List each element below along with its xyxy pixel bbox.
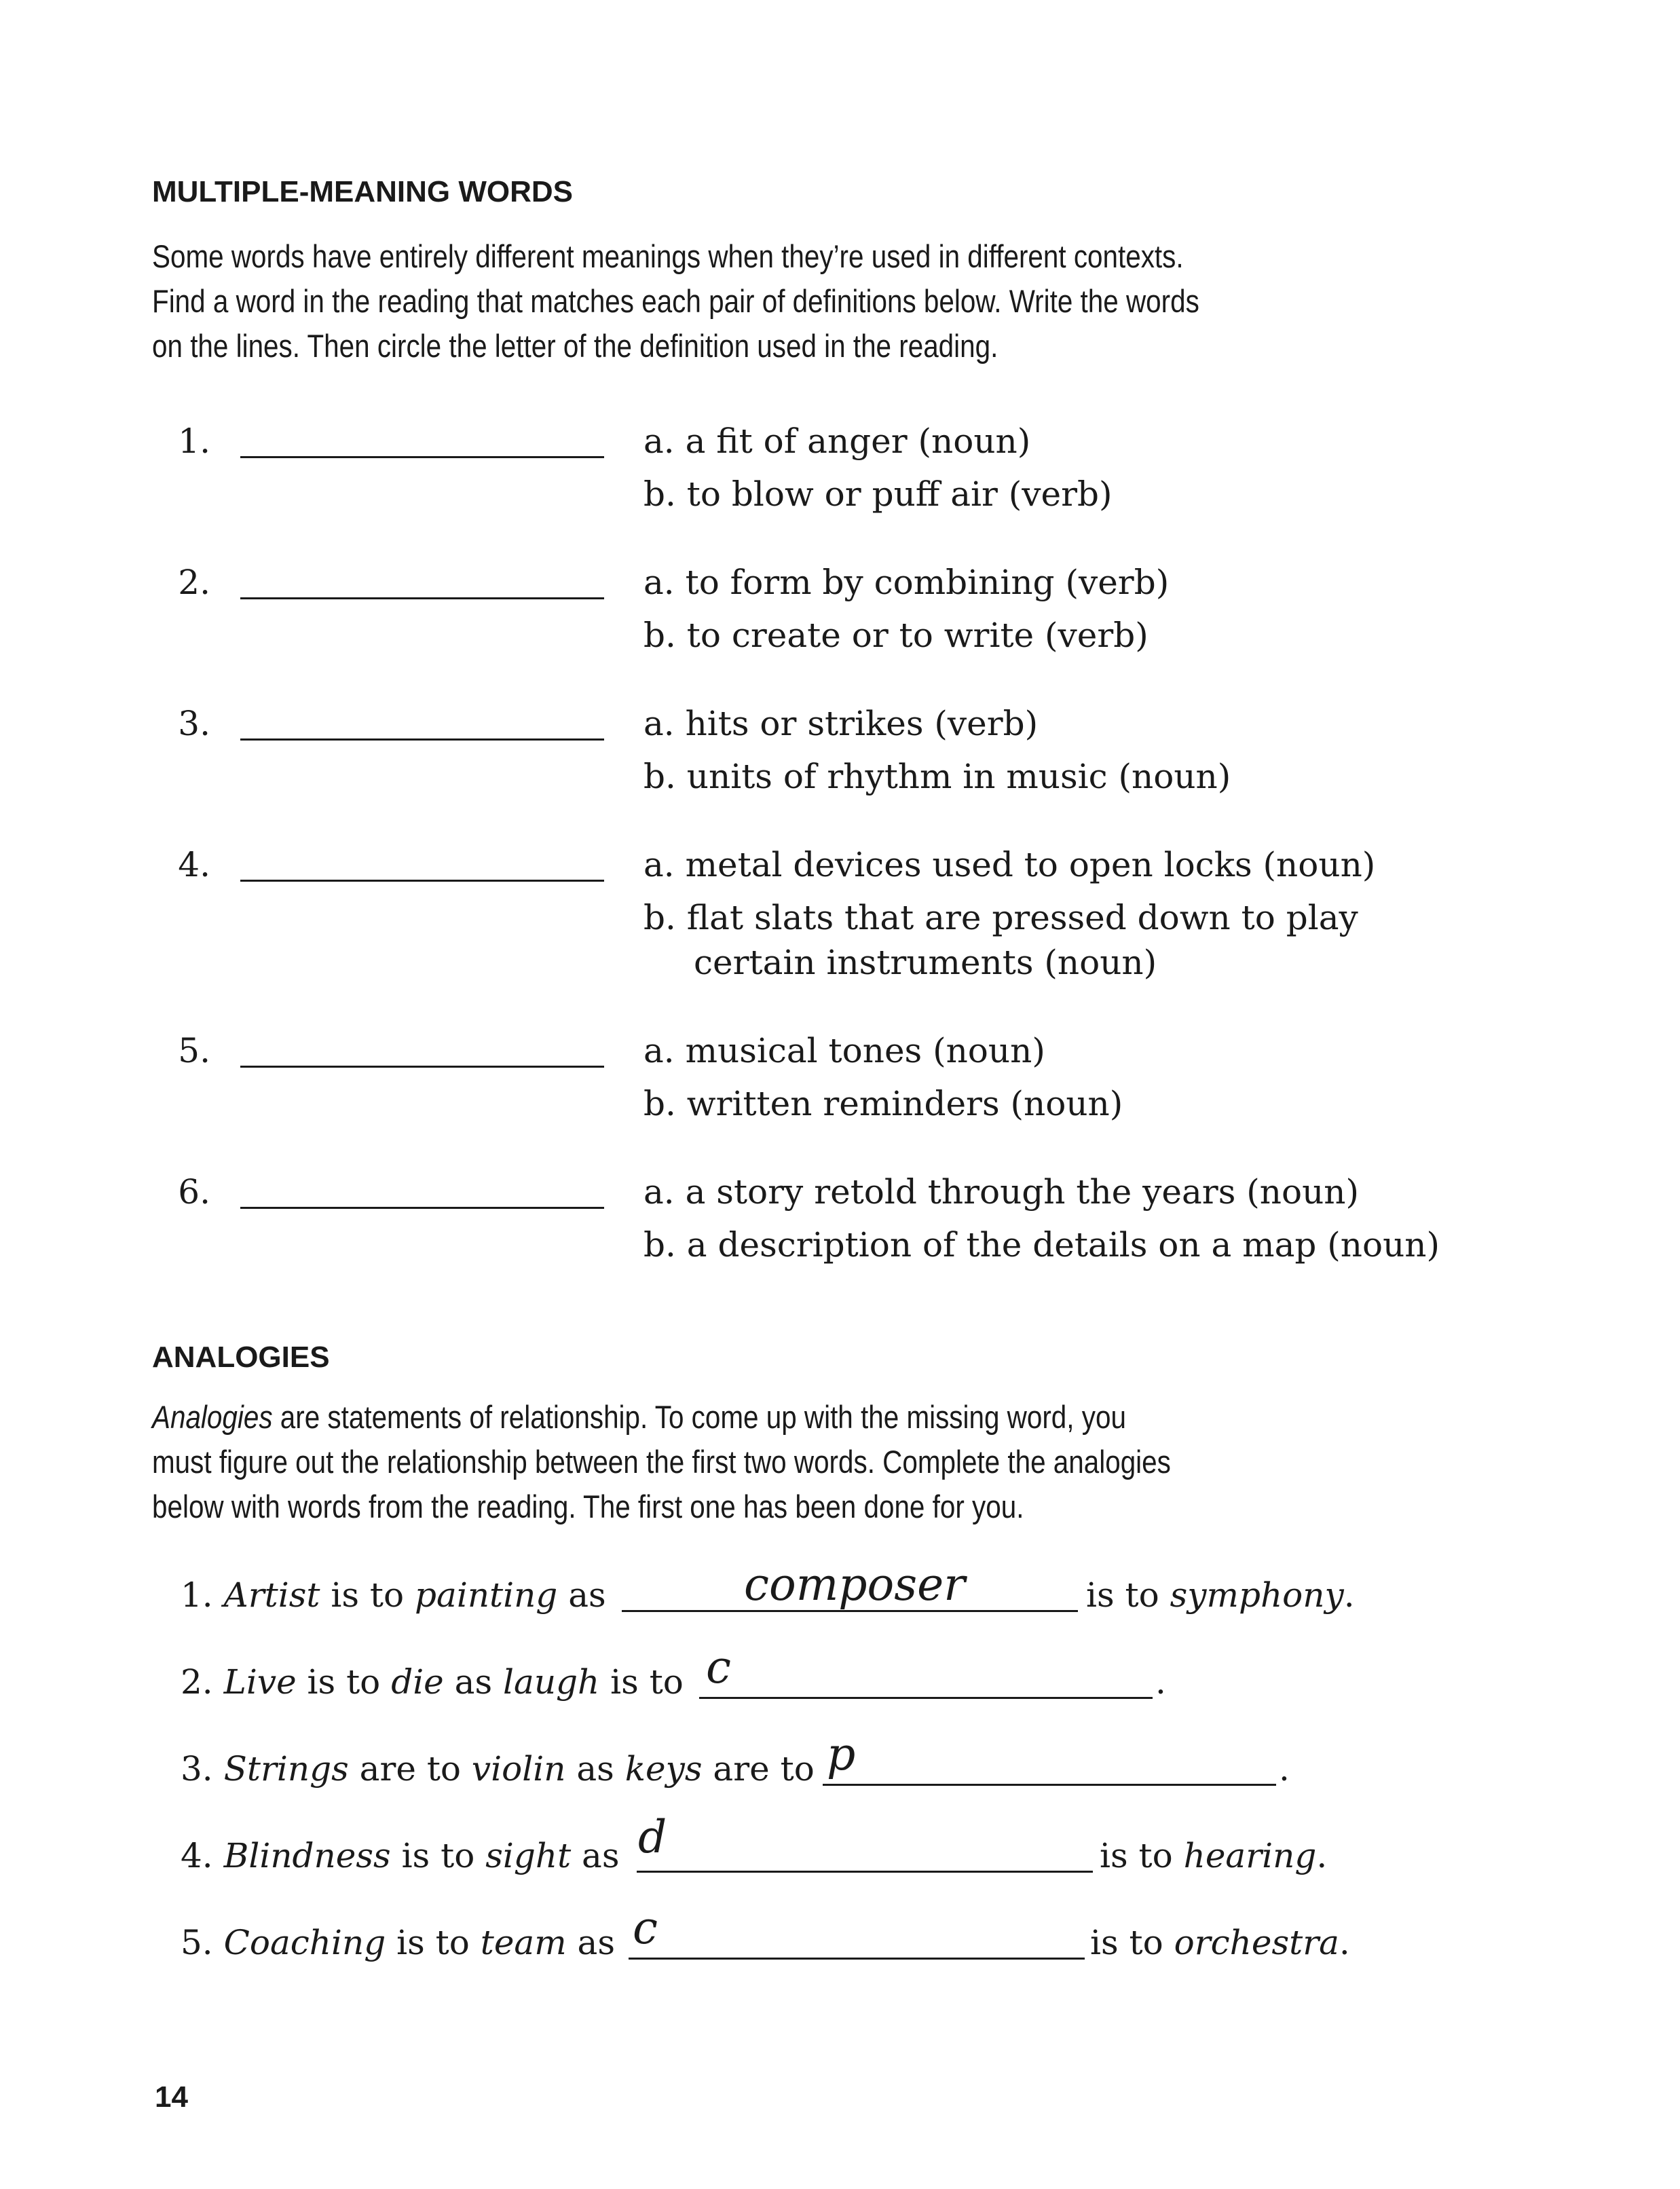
intro-line-2: must figure out the relationship between the first two words. Complete the analogies (152, 1444, 1171, 1480)
handwritten-answer: c (633, 1902, 658, 1954)
item-number: 3. (178, 704, 210, 743)
definition-b: b. a description of the details on a map (noun) (643, 1225, 1440, 1265)
page-number: 14 (155, 2080, 188, 2114)
intro-line-1 (152, 1395, 1126, 1440)
intro-line-2: Find a word in the reading that matches each pair of definitions below. Write the words (152, 283, 1199, 319)
item-number: 2. (178, 563, 210, 602)
item-number: 6. (178, 1172, 210, 1212)
definition-b: b. flat slats that are pressed down to play (643, 898, 1358, 937)
analogy-2-part-1: 2. Live is to die as laugh is to (181, 1662, 684, 1702)
analogy-answer-line[interactable] (637, 1871, 1093, 1873)
item-number: 4. (178, 845, 210, 884)
answer-line[interactable] (240, 1066, 604, 1068)
handwritten-answer: composer (744, 1558, 965, 1611)
answer-line[interactable] (240, 456, 604, 458)
section-heading-multiple-meaning: MULTIPLE-MEANING WORDS (152, 175, 574, 208)
section-heading-analogies: ANALOGIES (152, 1341, 330, 1374)
definition-b-continued: certain instruments (noun) (694, 943, 1157, 982)
definition-a: a. hits or strikes (verb) (643, 704, 1039, 743)
answer-line[interactable] (240, 738, 604, 741)
analogy-answer-line[interactable] (823, 1784, 1276, 1786)
definition-a: a. to form by combining (verb) (643, 563, 1170, 602)
intro-line-1: Some words have entirely different meanings when they’re used in different contexts. (152, 238, 1184, 274)
analogy-5-part-2: is to orchestra. (1090, 1923, 1350, 1962)
intro-rest: are statements of relationship. To come up with the missing word, you (272, 1399, 1126, 1435)
answer-line[interactable] (240, 597, 604, 599)
definition-b: b. written reminders (noun) (643, 1084, 1123, 1123)
analogy-3-part-1: 3. Strings are to violin as keys are to (181, 1749, 815, 1789)
analogy-5-part-1: 5. Coaching is to team as (181, 1923, 616, 1962)
analogy-answer-line[interactable] (699, 1697, 1153, 1699)
handwritten-answer: d (638, 1811, 667, 1863)
item-number: 1. (178, 422, 210, 461)
item-number: 5. (178, 1031, 210, 1070)
handwritten-answer: p (827, 1728, 856, 1780)
definition-b: b. to create or to write (verb) (643, 616, 1149, 655)
definition-a: a. a story retold through the years (noun) (643, 1172, 1359, 1212)
definition-a: a. metal devices used to open locks (noun) (643, 845, 1376, 884)
definition-a: a. musical tones (noun) (643, 1031, 1045, 1070)
definition-a: a. a fit of anger (noun) (643, 422, 1031, 461)
answer-line[interactable] (240, 1207, 604, 1209)
analogy-2-end: . (1155, 1662, 1166, 1702)
handwritten-answer: c (706, 1641, 731, 1694)
intro-line-3: on the lines. Then circle the letter of the definition used in the reading. (152, 328, 998, 364)
intro-term: Analogies (152, 1399, 273, 1435)
definition-b: b. units of rhythm in music (noun) (643, 757, 1231, 796)
definition-b: b. to blow or puff air (verb) (643, 474, 1113, 514)
analogy-answer-line[interactable] (629, 1958, 1085, 1960)
analogy-3-end: . (1279, 1749, 1290, 1789)
analogy-1-part-1: 1. Artist is to painting as (181, 1575, 606, 1615)
analogy-1-part-2: is to symphony. (1086, 1575, 1355, 1615)
analogy-4-part-2: is to hearing. (1100, 1836, 1328, 1875)
intro-line-3: below with words from the reading. The first one has been done for you. (152, 1489, 1024, 1524)
answer-line[interactable] (240, 880, 604, 882)
analogy-4-part-1: 4. Blindness is to sight as (181, 1836, 620, 1875)
